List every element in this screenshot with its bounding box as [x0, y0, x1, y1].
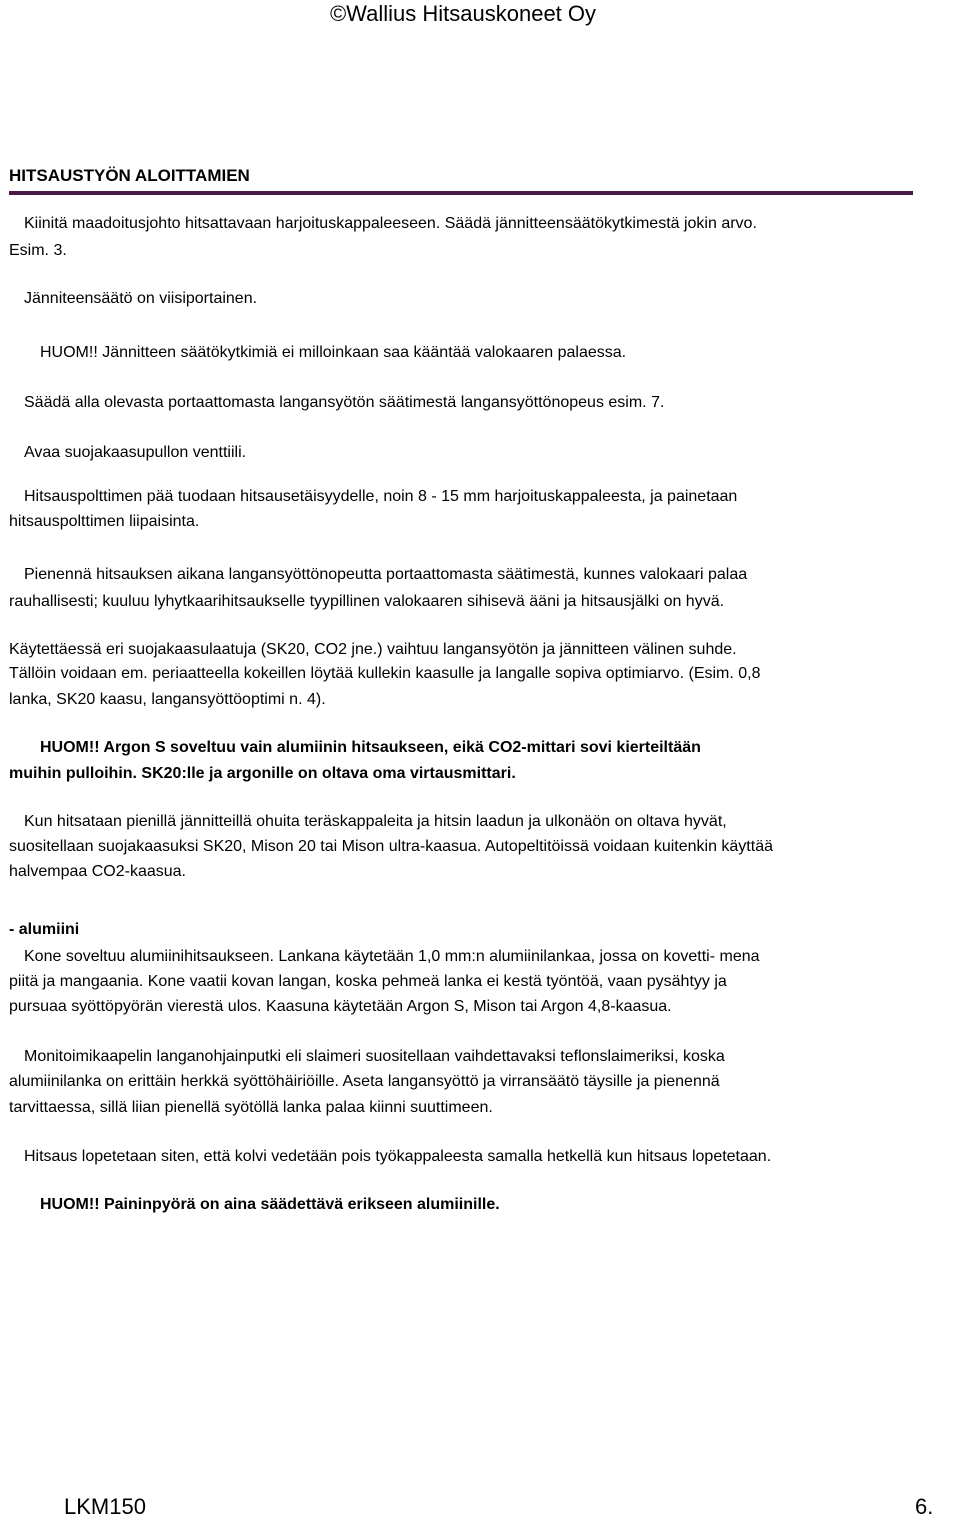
- paragraph-line: Jänniteensäätö on viisiportainen.: [24, 290, 258, 307]
- paragraph-line: tarvittaessa, sillä liian pienellä syötöllä lanka palaa kiinni suuttimeen.: [9, 1099, 493, 1116]
- warning-line: HUOM!! Paininpyörä on aina säädettävä erikseen alumiinille.: [40, 1196, 500, 1213]
- warning-line: muihin pulloihin. SK20:lle ja argonille on oltava oma virtausmittari.: [9, 765, 516, 782]
- paragraph-line: hitsauspolttimen liipaisinta.: [9, 513, 200, 530]
- footer-page-number: 6.: [915, 1494, 934, 1519]
- paragraph-line: Kun hitsataan pienillä jännitteillä ohuita teräskappaleita ja hitsin laadun ja ulkonäön on oltava hyvät,: [24, 813, 727, 830]
- paragraph-line: Kiinitä maadoitusjohto hitsattavaan harjoituskappaleeseen. Säädä jännitteensäätökytkimestä jokin arvo.: [24, 215, 757, 232]
- warning-text: HUOM!! Jännitteen säätökytkimiä ei milloinkaan saa kääntää valokaaren palaessa.: [40, 344, 627, 361]
- warning-line: HUOM!! Argon S soveltuu vain alumiinin hitsaukseen, eikä CO2-mittari sovi kierteiltään: [40, 739, 701, 756]
- paragraph-line: pursuaa syöttöpyörän vierestä ulos. Kaasuna käytetään Argon S, Mison tai Argon 4,8-kaasua.: [9, 998, 672, 1015]
- paragraph-line: Kone soveltuu alumiinihitsaukseen. Lankana käytetään 1,0 mm:n alumiinilankaa, jossa on kovetti- mena: [24, 948, 760, 965]
- paragraph-line: halvempaa CO2-kaasua.: [9, 863, 186, 880]
- paragraph-line: suositellaan suojakaasuksi SK20, Mison 20 tai Mison ultra-kaasua. Autopeltitöissä voidaan kuitenkin käyttää: [9, 838, 773, 855]
- copyright-header: ©Wallius Hitsauskoneet Oy: [329, 1, 597, 26]
- footer-model: LKM150: [64, 1494, 146, 1519]
- paragraph-line: Pienennä hitsauksen aikana langansyöttönopeutta portaattomasta säätimestä, kunnes valokaari palaa: [24, 566, 748, 583]
- paragraph-line: Hitsaus lopetetaan siten, että kolvi vedetään pois työkappaleesta samalla hetkellä kun hitsaus lopetetaan.: [24, 1148, 772, 1165]
- paragraph-line: Avaa suojakaasupullon venttiili.: [24, 444, 247, 461]
- paragraph-line: rauhallisesti; kuuluu lyhytkaarihitsaukselle tyypillinen valokaaren sihisevä ääni ja hitsausjälki on hyvä.: [9, 593, 725, 610]
- section-title: HITSAUSTYÖN ALOITTAMIEN: [9, 166, 250, 185]
- section-divider: [9, 191, 913, 195]
- paragraph-line: alumiinilanka on erittäin herkkä syöttöhäiriöille. Aseta langansyöttö ja virransäätö täysille ja pienennä: [9, 1073, 720, 1090]
- paragraph-line: Tällöin voidaan em. periaatteella kokeillen löytää kullekin kaasulle ja langalle sopiva optimiarvo. (Esim. 0,8: [9, 665, 761, 682]
- paragraph-line: Monitoimikaapelin langanohjainputki eli slaimeri suositellaan vaihdettavaksi teflonslaimeriksi, koska: [24, 1048, 725, 1065]
- paragraph-line: Säädä alla olevasta portaattomasta langansyötön säätimestä langansyöttönopeus esim. 7.: [24, 394, 665, 411]
- paragraph-line: Hitsauspolttimen pää tuodaan hitsausetäisyydelle, noin 8 - 15 mm harjoituskappaleesta, ja painetaan: [24, 488, 738, 505]
- subsection-title: - alumiini: [9, 921, 80, 938]
- paragraph-line: piitä ja mangaania. Kone vaatii kovan langan, koska pehmeä lanka ei kestä työntöä, vaan pysähtyy ja: [9, 973, 727, 990]
- paragraph-line: Esim. 3.: [9, 242, 67, 259]
- paragraph-line: lanka, SK20 kaasu, langansyöttöoptimi n. 4).: [9, 691, 326, 708]
- paragraph-line: Käytettäessä eri suojakaasulaatuja (SK20, CO2 jne.) vaihtuu langansyötön ja jännitteen välinen suhde.: [9, 641, 737, 658]
- warning-line: [40, 340, 960, 365]
